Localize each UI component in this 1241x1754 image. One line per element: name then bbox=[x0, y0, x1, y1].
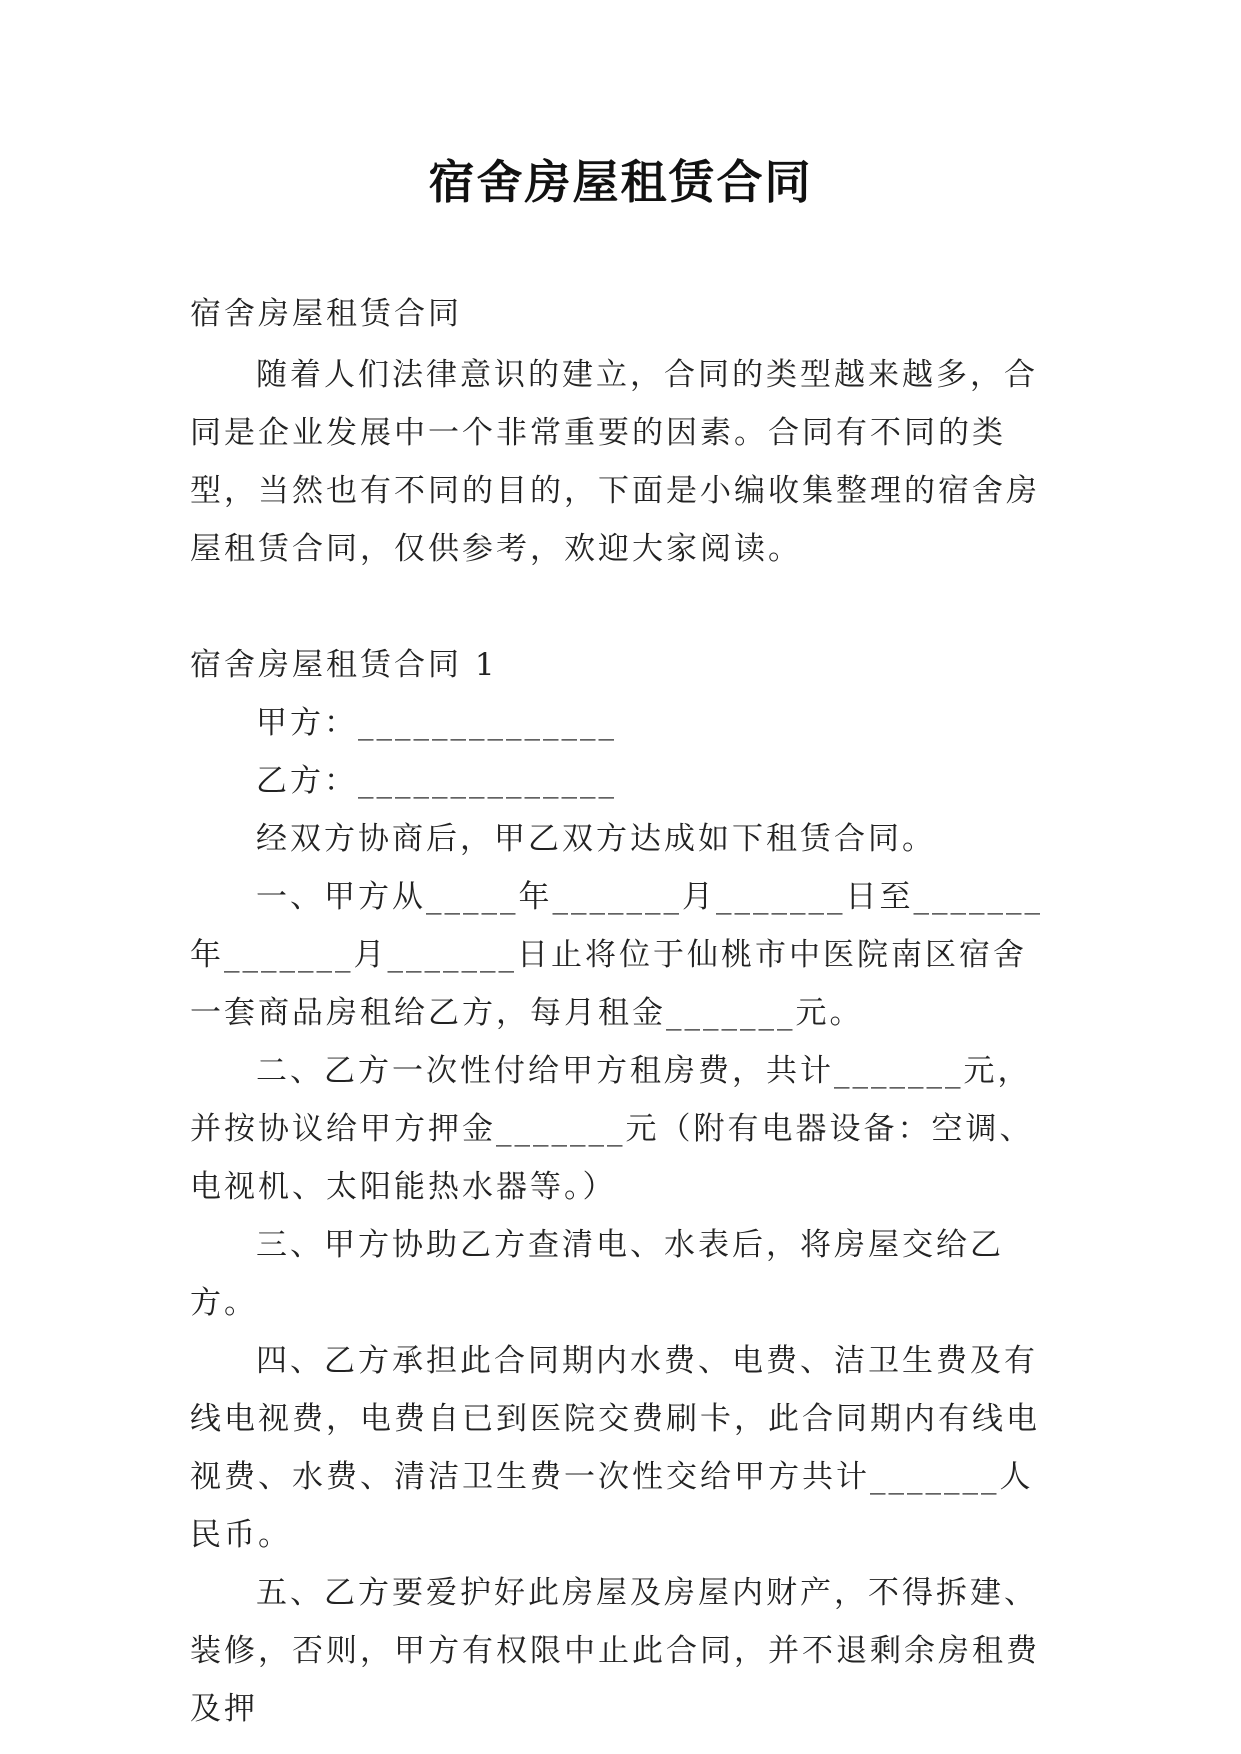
agreement-line: 经双方协商后，甲乙双方达成如下租赁合同。 bbox=[256, 821, 936, 857]
intro-paragraph: 随着人们法律意识的建立，合同的类型越来越多，合同是企业发展中一个非常重要的因素。合同有不同的类型，当然也有不同的目的，下面是小编收集整理的宿舍房屋租赁合同，仅供参考，欢迎大家阅读。 bbox=[190, 357, 1040, 567]
clause-3: 三、甲方协助乙方查清电、水表后，将房屋交给乙方。 bbox=[190, 1227, 1004, 1321]
intro-heading: 宿舍房屋租赁合同 bbox=[190, 296, 462, 332]
clause-1: 一、甲方从_____年_______月_______日至_______年_______月_______日止将位于仙桃市中医院南区宿舍一套商品房租给乙方，每月租金_______元。 bbox=[190, 879, 1043, 1031]
clause-2: 二、乙方一次性付给甲方租房费，共计_______元，并按协议给甲方押金_______元（附有电器设备：空调、电视机、太阳能热水器等。） bbox=[190, 1053, 1034, 1205]
clause-5: 五、乙方要爱护好此房屋及房屋内财产，不得拆建、装修，否则，甲方有权限中止此合同，并不退剩余房租费及押 bbox=[190, 1575, 1040, 1727]
document-title: 宿舍房屋租赁合同 bbox=[428, 155, 813, 209]
party-b-line: 乙方：______________ bbox=[256, 763, 617, 799]
section-heading: 宿舍房屋租赁合同 1 bbox=[190, 647, 498, 683]
clause-4: 四、乙方承担此合同期内水费、电费、洁卫生费及有线电视费，电费自已到医院交费刷卡，此合同期内有线电视费、水费、清洁卫生费一次性交给甲方共计_______人民币。 bbox=[190, 1343, 1040, 1553]
party-a-line: 甲方：______________ bbox=[256, 705, 617, 741]
document-body bbox=[190, 285, 1060, 1738]
